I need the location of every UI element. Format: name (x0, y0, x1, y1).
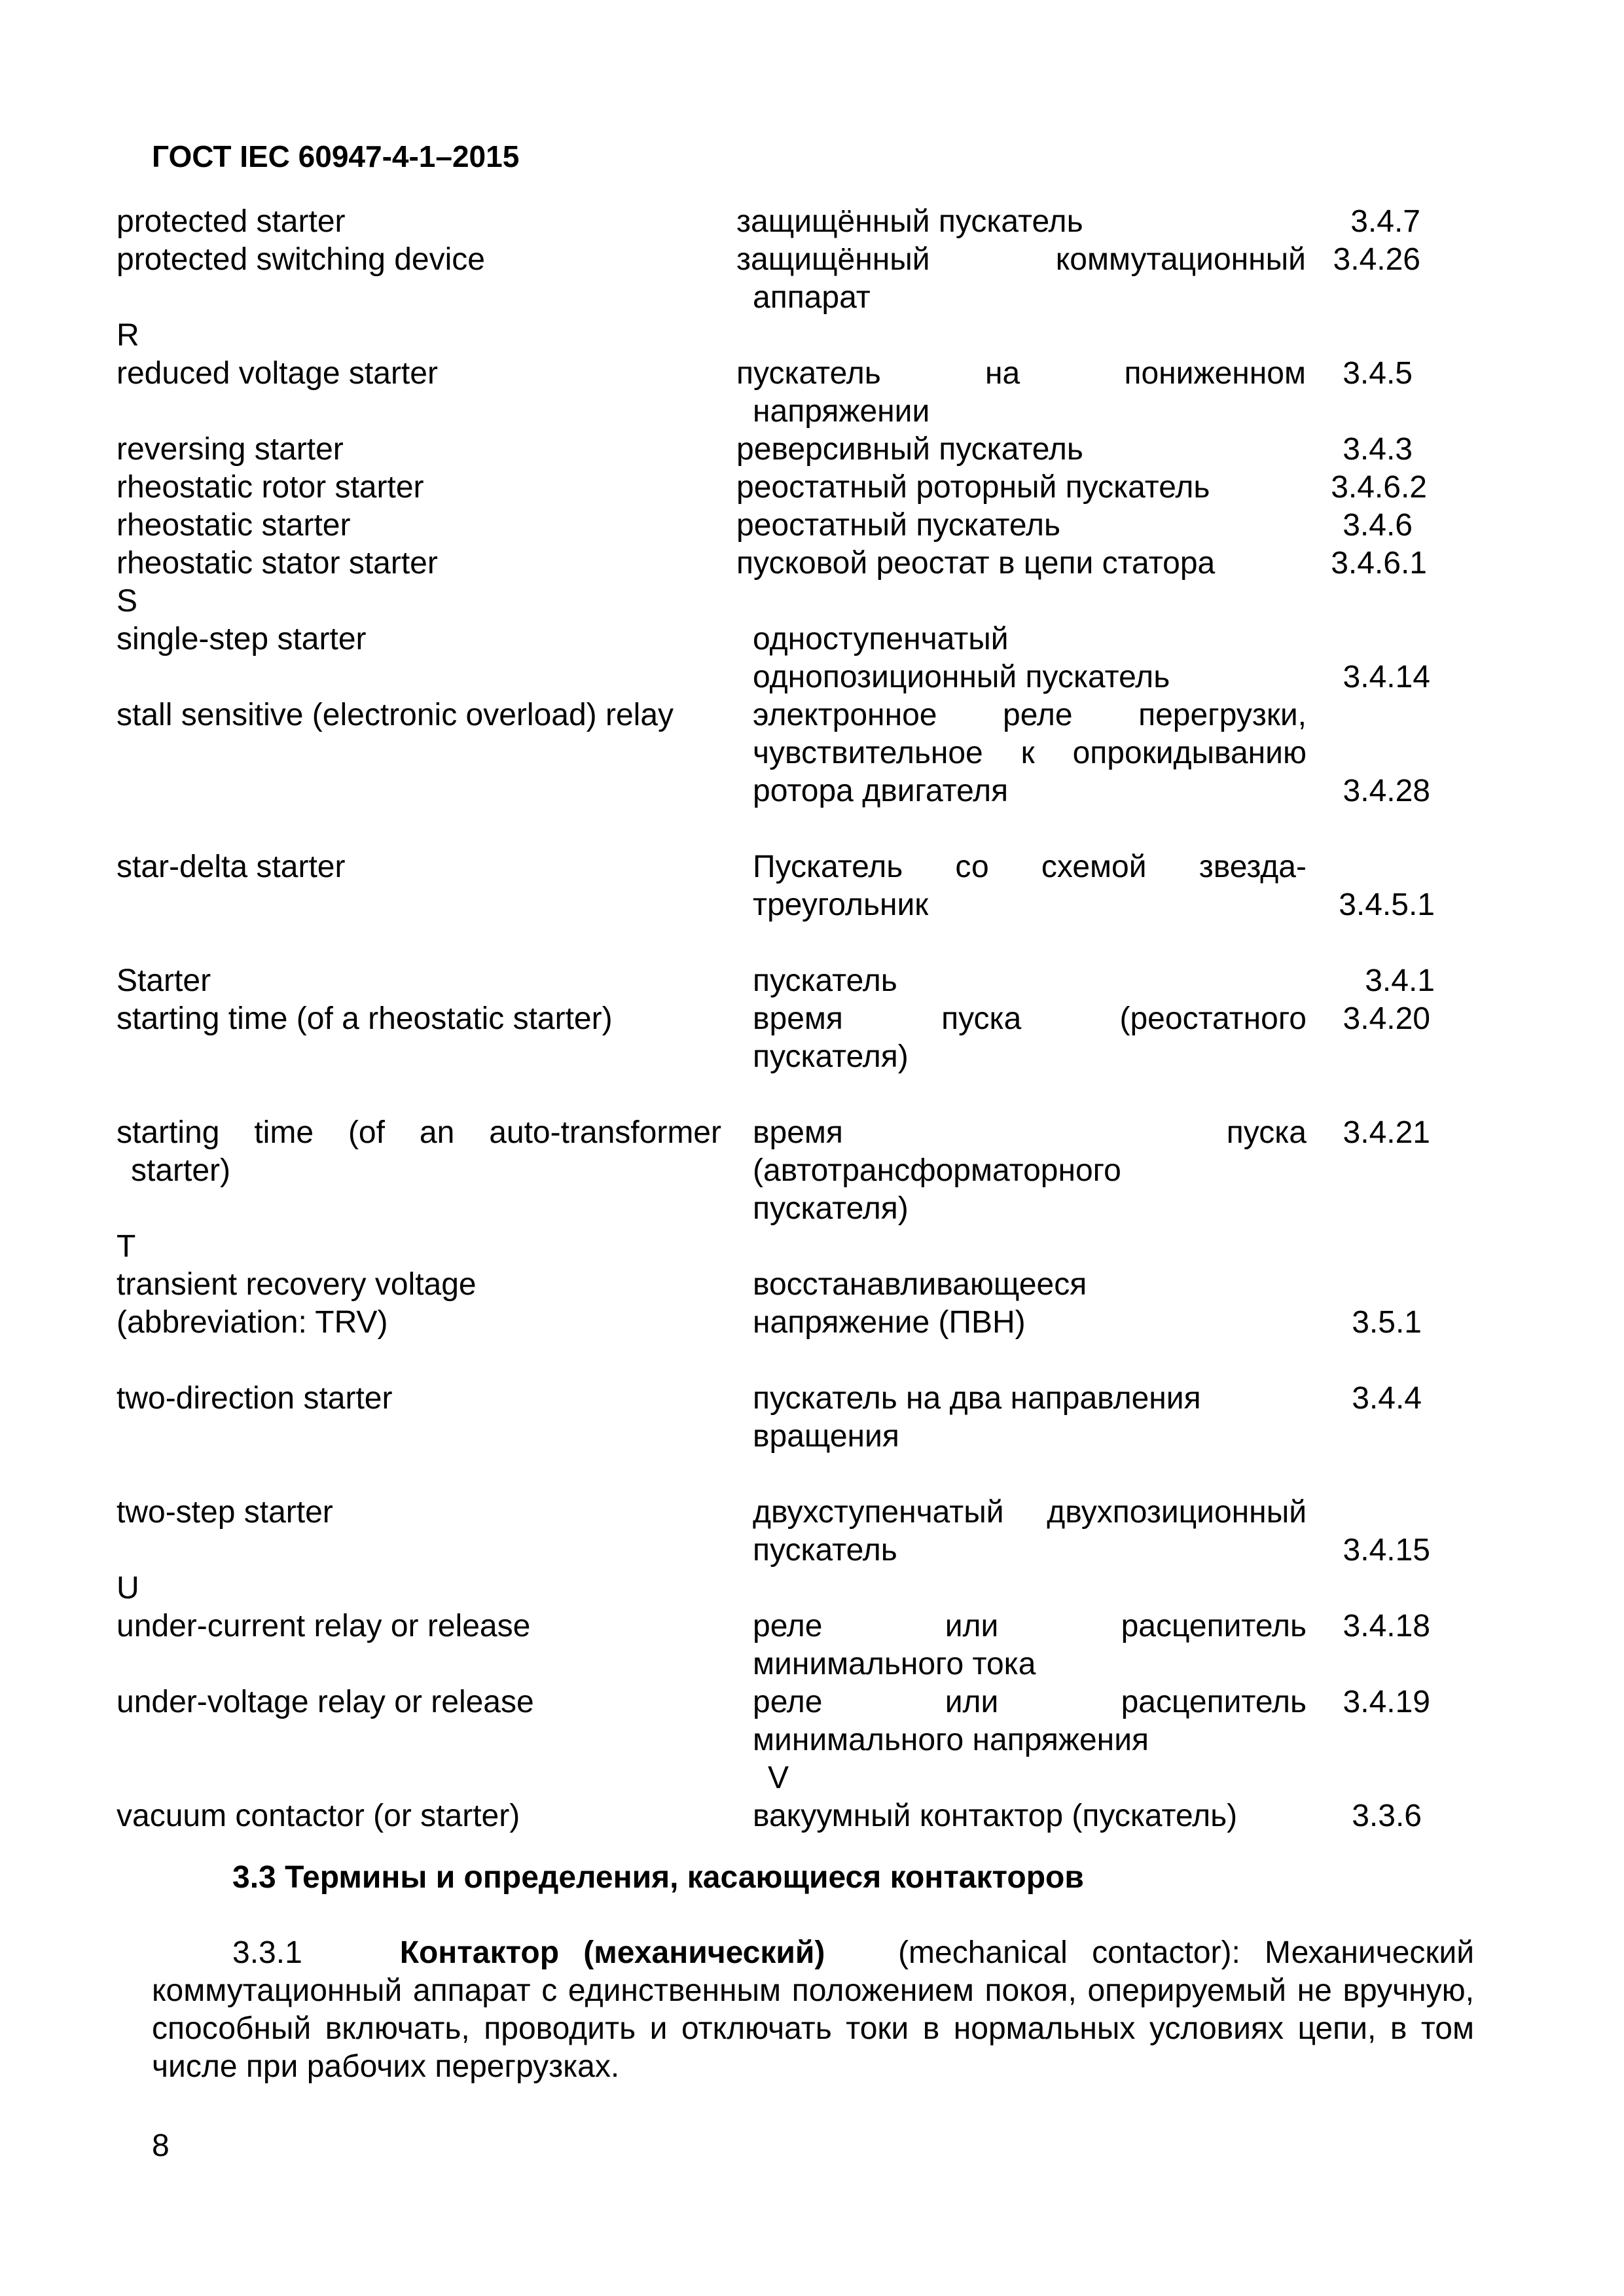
index-ref: 3.4.3 (1343, 432, 1413, 467)
index-term-en: protected starter (117, 204, 346, 239)
index-ref: 3.4.28 (1343, 774, 1430, 808)
document-header: ГОСТ IEC 60947-4-1–2015 (152, 139, 520, 173)
index-term-en: protected switching device (117, 242, 485, 277)
index-term-ru: пускатель на два направления (753, 1381, 1201, 1416)
index-term-ru-cont: напряжении (753, 394, 930, 429)
index-ref: 3.4.26 (1333, 242, 1420, 277)
index-term-en: reversing starter (117, 432, 344, 467)
index-letter-u: U (117, 1571, 139, 1605)
index-term-en: two-step starter (117, 1495, 333, 1530)
index-term-ru: вакуумный контактор (пускатель) (753, 1799, 1238, 1833)
index-term-ru: реле или расцепитель (753, 1685, 1307, 1719)
index-term-en: rheostatic starter (117, 508, 351, 543)
index-term-ru: время пуска (реостатного (753, 1001, 1307, 1036)
index-term-en-cont: starter) (131, 1153, 231, 1188)
index-ref: 3.4.1 (1365, 963, 1435, 998)
index-term-en: starting time (of a rheostatic starter) (117, 1001, 613, 1036)
index-term-ru-cont: пускатель (753, 1533, 897, 1568)
index-term-ru: одноступенчатый (753, 622, 1009, 656)
index-term-ru-cont: пускателя) (753, 1191, 909, 1226)
index-term-en: under-voltage relay or release (117, 1685, 534, 1719)
index-term-en: rheostatic stator starter (117, 546, 438, 581)
index-term-ru-cont: минимального тока (753, 1647, 1036, 1681)
index-term-ru: реле или расцепитель (753, 1609, 1307, 1643)
index-letter-t: T (117, 1229, 136, 1264)
index-term-ru-cont: аппарат (753, 280, 871, 315)
index-term-ru-cont: напряжение (ПВН) (753, 1305, 1026, 1340)
index-term-en: single-step starter (117, 622, 367, 656)
index-ref: 3.4.21 (1343, 1115, 1430, 1150)
index-term-ru-line2: чувствительное к опрокидыванию (753, 736, 1307, 770)
index-term-ru-cont: треугольник (753, 888, 929, 922)
index-term-ru-cont: вращения (753, 1419, 899, 1454)
index-ref: 3.4.18 (1343, 1609, 1430, 1643)
section-heading: 3.3 Термины и определения, касающиеся контакторов (232, 1860, 1084, 1895)
index-term-ru: реостатный пускатель (736, 508, 1061, 543)
index-ref: 3.4.6 (1343, 508, 1413, 543)
index-term-ru: защищённый коммутационный (736, 242, 1306, 277)
index-term-en: stall sensitive (electronic overload) relay (117, 698, 674, 732)
index-term-ru: защищённый пускатель (736, 204, 1083, 239)
index-term-en: two-direction starter (117, 1381, 393, 1416)
index-ref: 3.4.19 (1343, 1685, 1430, 1719)
index-term-ru: электронное реле перегрузки, (753, 698, 1307, 732)
index-letter-s: S (117, 584, 138, 619)
index-term-en: vacuum contactor (or starter) (117, 1799, 520, 1833)
index-term-en: rheostatic rotor starter (117, 470, 424, 505)
index-ref: 3.4.4 (1352, 1381, 1422, 1416)
term-name: Контактор (механический) (399, 1935, 825, 1970)
clause-number: 3.3.1 (232, 1935, 302, 1970)
index-term-ru: пускатель (753, 963, 897, 998)
definition-paragraph (152, 1934, 1474, 2086)
term-definition: (mechanical contactor): Механический коммутационный аппарат с единственным положением покоя, оперируемый не вручную, способный включать, проводить и отключать токи в нормальных условиях цепи, в том числе при рабочих перегрузках. (152, 1935, 1475, 2084)
page-number: 8 (152, 2128, 170, 2163)
index-term-ru-cont: пускателя) (753, 1039, 909, 1074)
index-ref: 3.4.6.1 (1331, 546, 1427, 581)
index-ref: 3.4.6.2 (1331, 470, 1427, 505)
index-term-en: under-current relay or release (117, 1609, 531, 1643)
index-term-en: transient recovery voltage (117, 1267, 477, 1302)
index-ref: 3.4.14 (1343, 660, 1430, 694)
index-term-en: reduced voltage starter (117, 356, 438, 391)
index-term-ru: реостатный роторный пускатель (736, 470, 1210, 505)
index-term-ru-cont: ротора двигателя (753, 774, 1009, 808)
index-term-en: starting time (of an auto-transformer (117, 1115, 721, 1150)
index-term-ru: восстанавливающееся (753, 1267, 1087, 1302)
index-letter-r: R (117, 318, 139, 353)
index-letter-v: V (768, 1761, 789, 1795)
index-term-ru: время пуска (753, 1115, 1307, 1150)
index-term-ru: двухступенчатый двухпозиционный (753, 1495, 1307, 1530)
index-ref: 3.3.6 (1352, 1799, 1422, 1833)
index-term-ru-cont: (автотрансформаторного (753, 1153, 1121, 1188)
index-term-ru-cont: однопозиционный пускатель (753, 660, 1170, 694)
index-term-ru: Пускатель со схемой звезда- (753, 850, 1307, 884)
index-ref: 3.4.15 (1343, 1533, 1430, 1568)
index-ref: 3.4.20 (1343, 1001, 1430, 1036)
index-term-ru: пусковой реостат в цепи статора (736, 546, 1216, 581)
index-ref: 3.4.7 (1350, 204, 1420, 239)
index-ref: 3.4.5 (1343, 356, 1413, 391)
index-term-en-cont: (abbreviation: TRV) (117, 1305, 388, 1340)
index-term-ru: пускатель на пониженном (736, 356, 1306, 391)
index-term-ru: реверсивный пускатель (736, 432, 1083, 467)
index-ref: 3.4.5.1 (1339, 888, 1435, 922)
index-ref: 3.5.1 (1352, 1305, 1422, 1340)
index-term-en: Starter (117, 963, 211, 998)
index-term-en: star-delta starter (117, 850, 346, 884)
index-term-ru-cont: минимального напряжения (753, 1723, 1149, 1757)
